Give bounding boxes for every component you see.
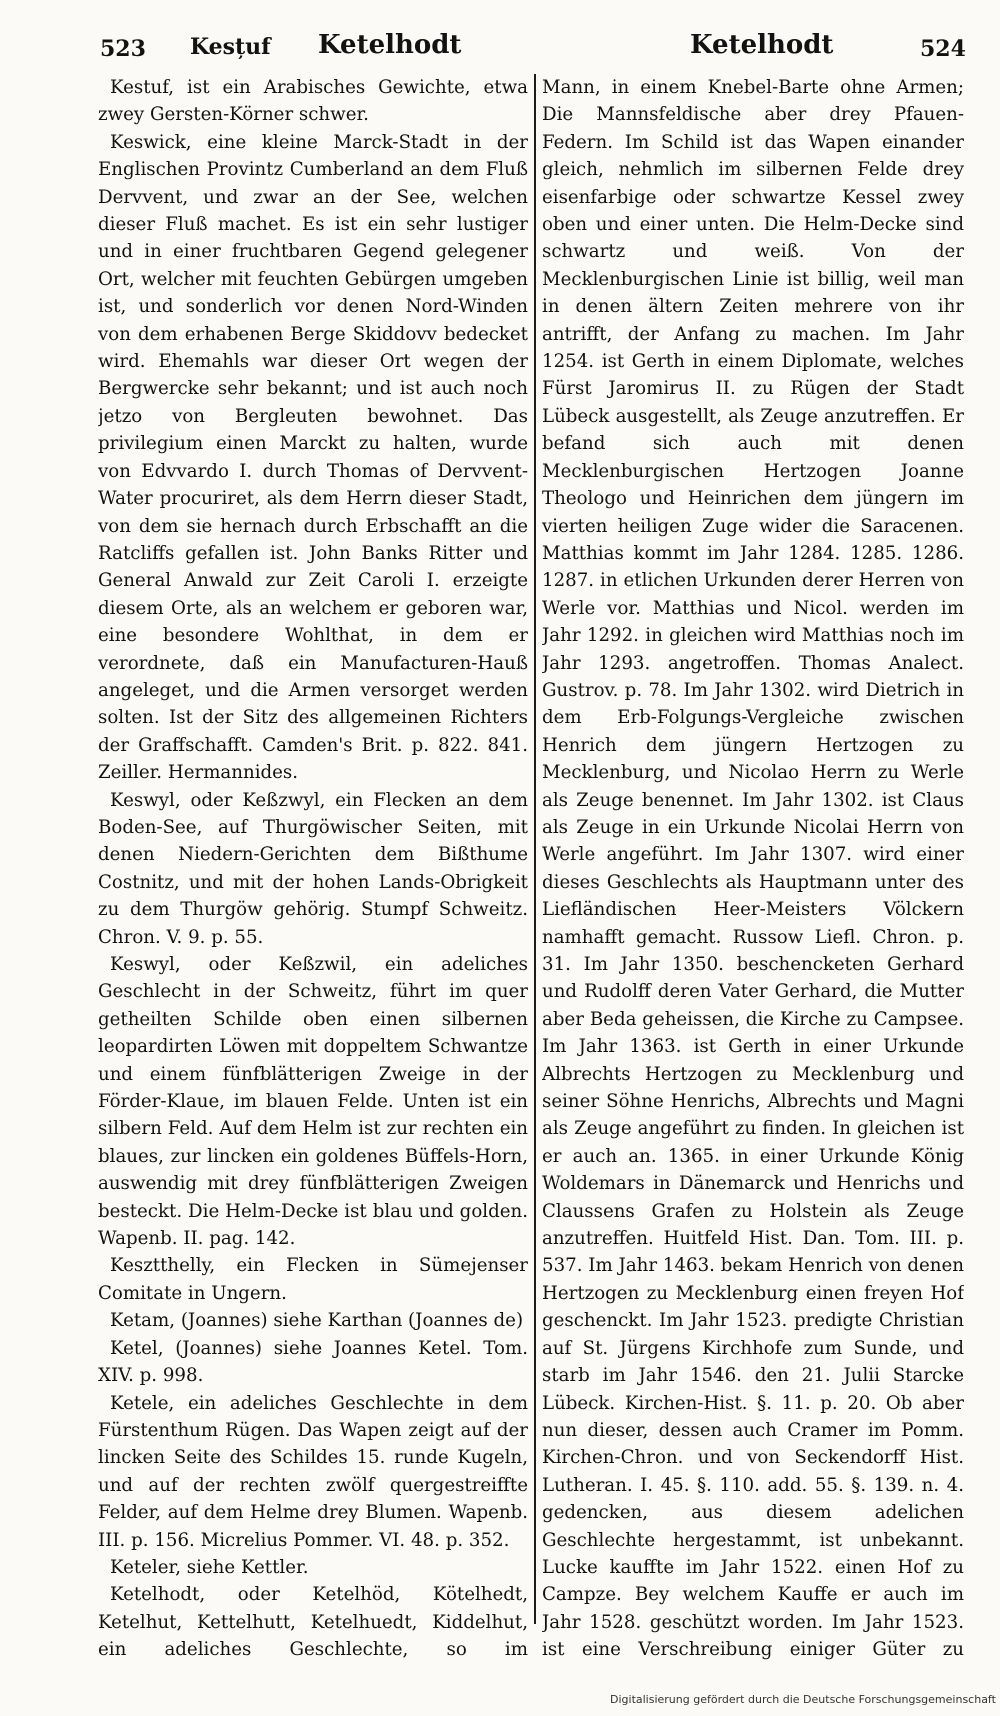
entry-ketelhodt-continued: Mann, in einem Knebel-Barte ohne Armen; Die Mannsfeldische aber drey Pfauen-Federn. Im Schild ist das Wapen einander gleich, nehmlich im silbernen Felde drey eisenfarbige oder schwartze Kessel zwey oben und einer unten. Die Helm-Decke sind schwartz und weiß. Von der Mecklenburgischen Linie ist billig, weil man in denen ältern Zeiten mehrere von ihr antrifft, der Anfang zu machen. Im Jahr 1254. ist Gerth in einem Diplomate, welches Fürst Jaromirus II. zu Rügen der Stadt Lübeck ausgestellt, als Zeuge anzutreffen. Er befand sich auch mit denen Mecklenburgischen Hertzogen Joanne Theologo und Heinrichen dem jüngern im vierten heiligen Zuge wider die Saracenen. Matthias kommt im Jahr 1284. 1285. 1286. 1287. in etlichen Urkunden derer Herren von Werle vor. Matthias und Nicol. werden im Jahr 1292. in gleichen wird Matthias noch im Jahr 1293. angetroffen. Thomas Analect. Gustrov. p. 78. Im Jahr 1302. wird Dietrich in dem Erb-Folgungs-Vergleiche zwischen Henrich dem jüngern Hertzogen zu Mecklenburg, und Nicolao Herrn zu Werle als Zeuge benennet. Im Jahr 1302. ist Claus als Zeuge in ein Urkunde Nicolai Herrn von Werle angeführt. Im Jahr 1307. wird einer dieses Geschlechts als Hauptmann unter des Liefländischen Heer-Meisters Völckern namhafft gemacht. Russow Liefl. Chron. p. 31. Im Jahr 1350. beschencketen Gerhard und Rudolff deren Vater Gerhard, die Mutter aber Beda geheissen, die Kirche zu Campsee. Im Jahr 1363. ist Gerth in einer Urkunde Albrechts Hertzogen zu Mecklenburg und seiner Söhne Henrichs, Albrechts und Magni als Zeuge angeführt zu finden. In gleichen ist er auch an. 1365. in einer Urkunde König Woldemars in Dänemarck und Henrichs und Claussens Grafen zu Holstein als Zeuge anzutreffen. Huitfeld Hist. Dan. Tom. III. p. 537. Im Jahr 1463. bekam Henrich von denen Hertzogen zu Mecklenburg einen freyen Hof geschenckt. Im Jahr 1523. predigte Christian auf St. Jürgens Kirchhofe zum Sunde, und starb im Jahr 1546. den 21. Julii Starcke Lübeck. Kirchen-Hist. §. 11. p. 20. Ob aber nun dieser, dessen auch Cramer im Pomm. Kirchen-Chron. und von Seckendorff Hist. Lutheran. I. 45. §. 110. add. 55. §. 139. n. 4. gedencken, aus diesem adelichen Geschlechte hergestammt, ist unbekannt. Lucke kauffte im Jahr 1522. einen Hof zu Campze. Bey welchem Kauffe er auch im Jahr 1528. geschützt worden. Im Jahr 1523. ist eine Verschreibung einiger Güter zu — [542, 77, 964, 1661]
catchword-left: Kesțuf — [190, 34, 271, 60]
credit-text: Digitalisierung gefördert durch die Deutsche Forschungsgemeinschaft — [610, 1693, 996, 1706]
digitization-credit — [610, 1693, 996, 1711]
catchword-right: Ketelhodt — [690, 30, 834, 60]
page-number-right: 524 — [920, 36, 966, 62]
entry-ketelhodt: Ketelhodt, oder Ketelhöd, Kötelhedt, Ketelhut, Kettelhutt, Ketelhuedt, Kiddelhut, ein adeliches Geschlechte, so im — [98, 1584, 528, 1661]
entry-kesztthelly: Kesztthelly, ein Flecken in Sümejenser Comitate in Ungern. — [98, 1255, 528, 1304]
left-column — [98, 74, 528, 1666]
running-header — [0, 30, 1000, 70]
column-divider — [534, 74, 536, 1624]
entry-keteler: Keteler, siehe Kettler. — [110, 1556, 309, 1578]
page-number-left: 523 — [100, 36, 146, 62]
entry-ketele: Ketele, ein adeliches Geschlechte in dem Fürstenthum Rügen. Das Wapen zeigt auf der lincken Seite des Schildes 15. runde Kugeln, und auf der rechten zwölf quergestreiffte Felder, auf dem Helme drey Blumen. Wapenb. III. p. 156. Micrelius Pommer. VI. 48. p. 352. — [98, 1392, 528, 1551]
entry-ketel: Ketel, (Joannes) siehe Joannes Ketel. Tom. XIV. p. 998. — [98, 1337, 528, 1387]
entry-keswyl-place: Keswyl, oder Keßzwyl, ein Flecken an dem Boden-See, auf Thurgöwischer Seiten, mit denen Niedern-Gerichten dem Bißthume Costnitz, und mit der hohen Lands-Obrigkeit zu dem Thurgöw gehörig. Stumpf Schweitz. Chron. V. 9. p. 55. — [98, 789, 528, 948]
catchword-center: Ketelhodt — [318, 30, 462, 60]
entry-keswyl-family: Keswyl, oder Keßzwil, ein adeliches Geschlecht in der Schweitz, führt im quer getheilten Schilde oben einen silbernen leopardirten Löwen mit doppeltem Schwantze und einem fünfblätterigen Zweige in der Förder-Klaue, im blauen Felde. Unten ist ein silbern Feld. Auf dem Helm ist zur rechten ein blaues, zur lincken ein goldenes Büffels-Horn, auswendig mit drey fünfblätterigen Zweigen besteckt. Die Helm-Decke ist blau und golden. Wapenb. II. pag. 142. — [98, 954, 528, 1250]
entry-kestuf: Kestuf, ist ein Arabisches Gewichte, etwa zwey Gersten-Körner schwer. — [98, 77, 528, 126]
entry-ketam: Ketam, (Joannes) siehe Karthan (Joannes de) — [110, 1310, 524, 1332]
right-column — [542, 74, 964, 1666]
entry-keswick: Keswick, eine kleine Marck-Stadt in der Englischen Provintz Cumberland an dem Fluß Dervvent, und zwar an der See, welchen dieser Fluß machet. Es ist ein sehr lustiger und in einer fruchtbaren Gegend gelegener Ort, welcher mit feuchten Gebürgen umgeben ist, und sonderlich vor denen Nord-Winden von dem erhabenen Berge Skiddovv bedecket wird. Ehemahls war dieser Ort wegen der Bergwercke sehr bekannt; und ist auch noch jetzo von Bergleuten bewohnet. Das privilegium einen Marckt zu halten, wurde von Edvvardo I. durch Thomas of Dervvent-Water procuriret, als dem Herrn dieser Stadt, von dem sie hernach durch Erbschafft an die Ratcliffs gefallen ist. John Banks Ritter und General Anwald zur Zeit Caroli I. erzeigte diesem Orte, als an welchem er geboren war, eine besondere Wohlthat, in dem er verordnete, daß ein Manufacturen-Hauß angeleget, und die Armen versorget werden solten. Ist der Sitz des allgemeinen Richters der Graffschafft. Camden's Brit. p. 822. 841. Zeiller. Hermannides. — [98, 131, 528, 784]
